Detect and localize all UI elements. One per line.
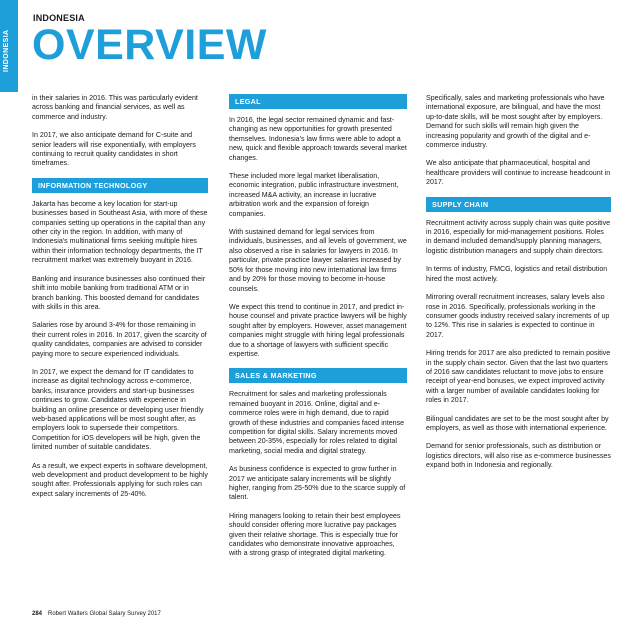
paragraph: Hiring trends for 2017 are also predicted to remain positive in the supply chain sector. Given that the last two quarters of 2016 saw candidates reluctant to move jobs to ensure receipt of year-end bonuses, we expect improved activity with a larger number of available candidates looking for roles in 2017. bbox=[426, 349, 611, 405]
section-heading-supply-chain: SUPPLY CHAIN bbox=[426, 197, 611, 212]
paragraph: In 2017, we also anticipate demand for C-suite and senior leaders will rise exponentially, with employers continuing to recruit quality candidates in short timeframes. bbox=[32, 131, 196, 168]
paragraph: Hiring managers looking to retain their best employees should consider offering more lucrative pay packages given their relative shortage. This is especially true for candidates who demonstrate innovative approaches, with a strong grasp of integrated digital marketing. bbox=[229, 511, 401, 558]
country-label: INDONESIA bbox=[33, 13, 85, 23]
paragraph: As business confidence is expected to grow further in 2017 we anticipate salary increments will be slightly higher, ranging from 25-50% due to the scarce supply of talent. bbox=[229, 465, 406, 502]
paragraph: Demand for senior professionals, such as distribution or logistics directors, will also rise as e-commerce businesses expand both in Indonesia and regionally. bbox=[426, 442, 611, 470]
paragraph: In 2016, the legal sector remained dynamic and fast-changing as new opportunities for growth presented themselves. Indonesia's law firms were able to adopt a new, quick and flexible approach towards several market changes. bbox=[229, 116, 407, 162]
paragraph: In terms of industry, FMCG, logistics and retail distribution hired the most actively. bbox=[426, 265, 608, 283]
paragraph: These included more legal market liberalisation, economic integration, public infrastructure investment, increased M&A activity, an increase in lucrative arbitration work and the expansion of foreign companies. bbox=[229, 172, 399, 218]
page-number: 284 bbox=[32, 611, 43, 617]
column-1 bbox=[32, 94, 208, 508]
column-2 bbox=[229, 94, 407, 568]
paragraph: Banking and insurance businesses also continued their shift into mobile banking from traditional ATM or in branch banking. This boosted demand for candidates with skills in this area. bbox=[32, 274, 206, 311]
paragraph: With sustained demand for legal services from individuals, businesses, and all levels of government, we also observed a rise in salaries for lawyers in 2016. In particular, private practice lawyer salaries increased by 50% for those moving into new international law firms and by 20% for those moving to become in-house counsels. bbox=[229, 228, 407, 293]
page-title: OVERVIEW bbox=[32, 21, 267, 69]
section-heading-sales-marketing: SALES & MARKETING bbox=[229, 368, 407, 383]
side-tab-label: INDONESIA bbox=[3, 29, 10, 72]
paragraph: We expect this trend to continue in 2017, and predict in-house counsel and private practice lawyers will be highly sought after by employers. However, asset management companies might struggle with hiring legal professionals due to a shortage of lawyers with sufficient specific expertise. bbox=[229, 302, 407, 358]
section-heading-it: INFORMATION TECHNOLOGY bbox=[32, 178, 208, 193]
paragraph: In 2017, we expect the demand for IT candidates to increase as digital technology across e-commerce, banks, insurance providers and start-up businesses continues to grow. Candidates with experience in building an online presence or developing user friendly web-based applications will be most sought after, as employers look to supersede their competitors. Competition for iOS developers will be high, given the limited number of suitable candidates. bbox=[32, 367, 204, 452]
publication-title: Robert Walters Global Salary Survey 2017 bbox=[48, 611, 161, 617]
side-tab bbox=[0, 0, 18, 92]
column-3 bbox=[426, 94, 611, 480]
footer bbox=[32, 611, 161, 617]
paragraph: Mirroring overall recruitment increases, salary levels also rose in 2016. Specifically, professionals working in the consumer goods industry received salary increments of up to 12%. This rise in salaries is expected to continue in 2017. bbox=[426, 293, 610, 339]
paragraph: Jakarta has become a key location for start-up businesses based in Southeast Asia, with more of these companies setting up operations in the capital than any other city in the region. In addition, with many of Indonesia's multinational firms seeking multiple hires within their information technology departments, the IT recruitment market was extremely buoyant in 2016. bbox=[32, 199, 208, 265]
paragraph: Bilingual candidates are set to be the most sought after by employers, as well as those with international experience. bbox=[426, 414, 609, 432]
paragraph: As a result, we expect experts in software development, web development and product development to be highly sought after. Professionals applying for such roles can expect salary increments of 25-40%. bbox=[32, 461, 208, 498]
section-heading-legal: LEGAL bbox=[229, 94, 407, 109]
paragraph: Recruitment for sales and marketing professionals remained buoyant in 2016. Online, digital and e-commerce roles were in high demand, due to rapid growth of these industries and companies faced intense competition for digital skills. Salary increments moved between 20-35%, especially for roles related to digital marketing, social media and digital strategy. bbox=[229, 390, 405, 455]
paragraph: in their salaries in 2016. This was particularly evident across banking and financial services, as well as commerce and industry. bbox=[32, 94, 198, 121]
paragraph: We also anticipate that pharmaceutical, hospital and healthcare providers will continue to increase headcount in 2017. bbox=[426, 159, 611, 187]
paragraph: Recruitment activity across supply chain was quite positive in 2016, especially for mid-management positions. Roles in demand included demand/supply planning managers, logistic distribution managers and supply chain directors. bbox=[426, 218, 611, 255]
paragraph: Salaries rose by around 3-4% for those remaining in their current roles in 2016. In 2017, given the scarcity of quality candidates, companies are advised to consider paying more to secure experienced individuals. bbox=[32, 321, 207, 358]
paragraph: Specifically, sales and marketing professionals who have international exposure, are bilingual, and have the most up-to-date skills, will be most sought after by employers. Demand for such skills will remain high given the increasing popularity and growth of the digital and e-commerce industry. bbox=[426, 94, 605, 150]
